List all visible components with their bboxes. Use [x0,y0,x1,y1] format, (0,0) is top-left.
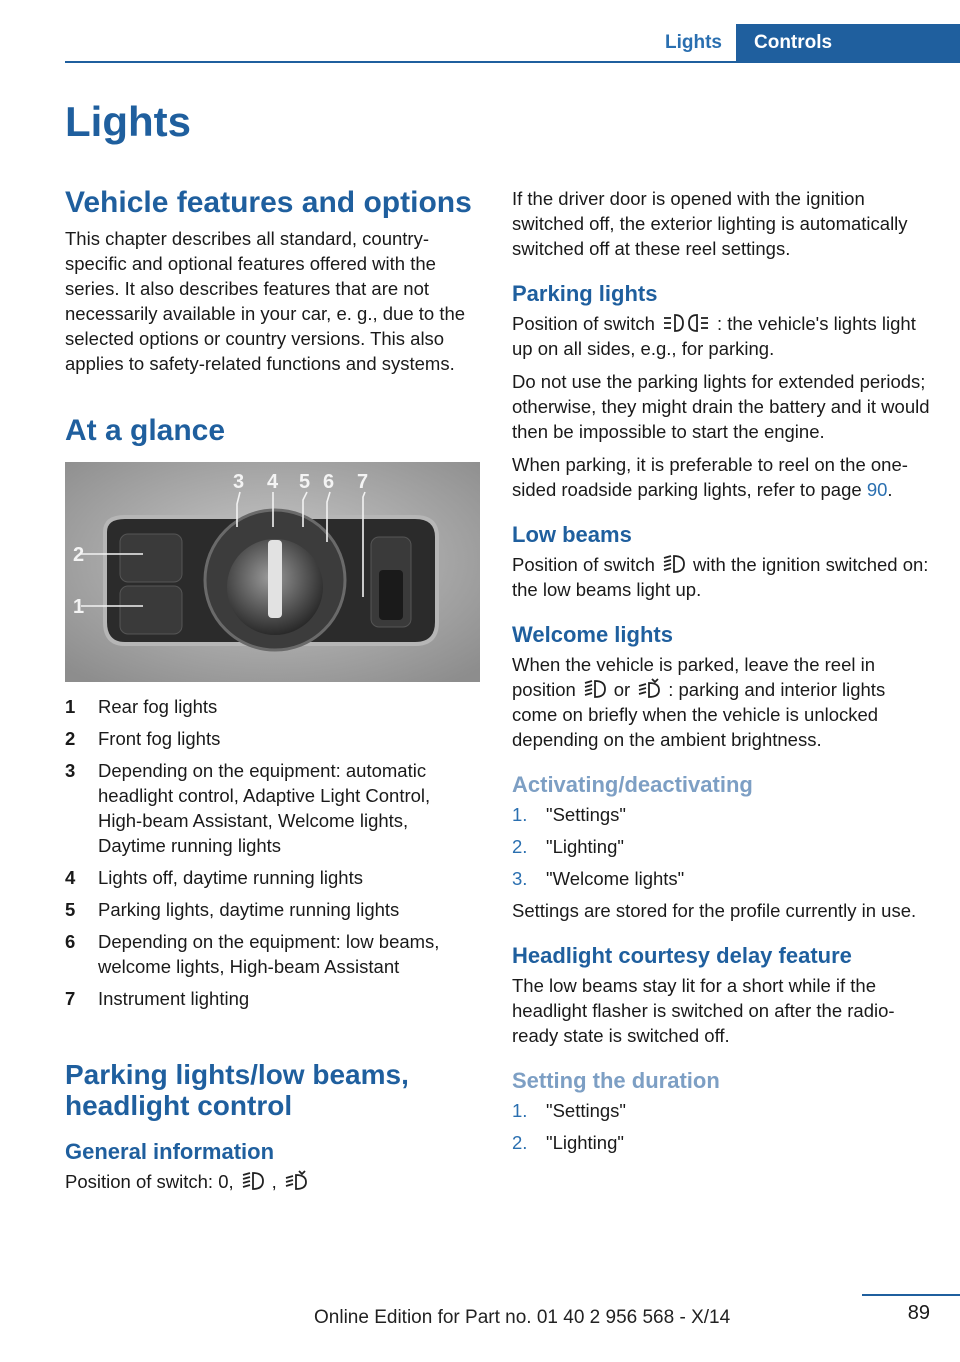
parking-lights-icon [661,312,711,334]
vehicle-features-text: This chapter describes all standard, country-specific and optional features offered with the series. It also describes features that are not necessarily available in your car, e. g., due to the selected options or country versions. This also applies to safety-related functions and systems. [65,228,466,374]
low-beams-text: Position of switch with the ignition switched on: the low beams light up. [512,554,929,600]
list-item: 7 Instrument lighting [65,988,250,1009]
vehicle-features-heading: Vehicle features and options [65,186,472,219]
duration-steps [512,1098,932,1155]
low-beam-icon [240,1170,266,1192]
general-information-text: Position of switch: 0, , [65,1169,475,1194]
header-section: Lights [665,32,722,53]
figure-label-4: 4 [267,471,279,493]
parking-lights-p3: When parking, it is preferable to reel on the one-sided roadside parking lights, refer to page 90. [512,454,908,500]
left-column [65,186,475,1202]
figure-label-2: 2 [73,544,85,566]
figure-label-1: 1 [73,596,85,618]
low-beams-heading: Low beams [512,522,632,547]
right-column [512,186,932,1162]
list-item: 1 Rear fog lights [65,696,218,717]
settings-note: Settings are stored for the profile currently in use. [512,900,917,921]
list-item: 3 Depending on the equipment: automatic headlight control, Adaptive Light Control, High-beam Assistant, Welcome lights, Daytime running lights [65,760,431,856]
figure-label-3: 3 [233,471,245,493]
list-item: 2. "Lighting" [512,1132,624,1153]
header-chapter: Controls [736,24,960,62]
list-item: 3. "Welcome lights" [512,868,685,889]
setting-duration-heading: Setting the duration [512,1068,720,1093]
page-footer [0,1292,960,1362]
parking-lights-p1: Position of switch : the vehicle's lights light up on all sides, e.g., for parking. [512,313,916,359]
list-item: 1. "Settings" [512,804,626,825]
header-rule [65,61,960,63]
auto-headlight-icon [636,678,662,700]
legend-list [65,694,475,1011]
low-beam-icon [661,553,687,575]
parking-lights-p2: Do not use the parking lights for extended periods; otherwise, they might drain the battery and it would then be impossible to start the engine. [512,371,930,442]
low-beam-icon [582,678,608,700]
page-header [626,24,960,62]
page-90-link[interactable]: 90 [866,479,888,500]
edition-text: Online Edition for Part no. 01 40 2 956 568 - X/14 [314,1307,731,1328]
page-title: Lights [65,98,191,145]
list-item: 5 Parking lights, daytime running lights [65,899,400,920]
activating-heading: Activating/deactivating [512,772,753,797]
at-a-glance-heading: At a glance [65,414,226,447]
figure-label-7: 7 [357,471,369,493]
page-number: 89 [907,1302,930,1324]
activating-steps [512,802,932,891]
parking-low-beams-heading: Parking lights/low beams, headlight control [65,1059,409,1121]
list-item: 2. "Lighting" [512,836,624,857]
general-information-heading: General information [65,1139,275,1164]
parking-lights-heading: Parking lights [512,281,658,306]
courtesy-delay-text: The low beams stay lit for a short while if the headlight flasher is switched on after the radio-ready state is switched off. [512,975,895,1046]
light-switch-figure [65,462,480,682]
auto-headlight-icon [283,1170,309,1192]
welcome-lights-heading: Welcome lights [512,622,673,647]
list-item: 2 Front fog lights [65,728,221,749]
list-item: 6 Depending on the equipment: low beams, welcome lights, High-beam Assistant [65,931,440,977]
list-item: 1. "Settings" [512,1100,626,1121]
figure-label-6: 6 [323,471,335,493]
figure-label-5: 5 [299,471,311,493]
footer-rule [862,1294,960,1296]
courtesy-delay-heading: Headlight courtesy delay feature [512,943,852,968]
welcome-lights-text: When the vehicle is parked, leave the reel in position or : parking and interior lights come on briefly when the vehicle is unlocked depending on the ambient brightness. [512,654,886,750]
intro-text: If the driver door is opened with the ignition switched off, the exterior lighting is automatically switched off at these reel settings. [512,188,908,259]
list-item: 4 Lights off, daytime running lights [65,867,363,888]
